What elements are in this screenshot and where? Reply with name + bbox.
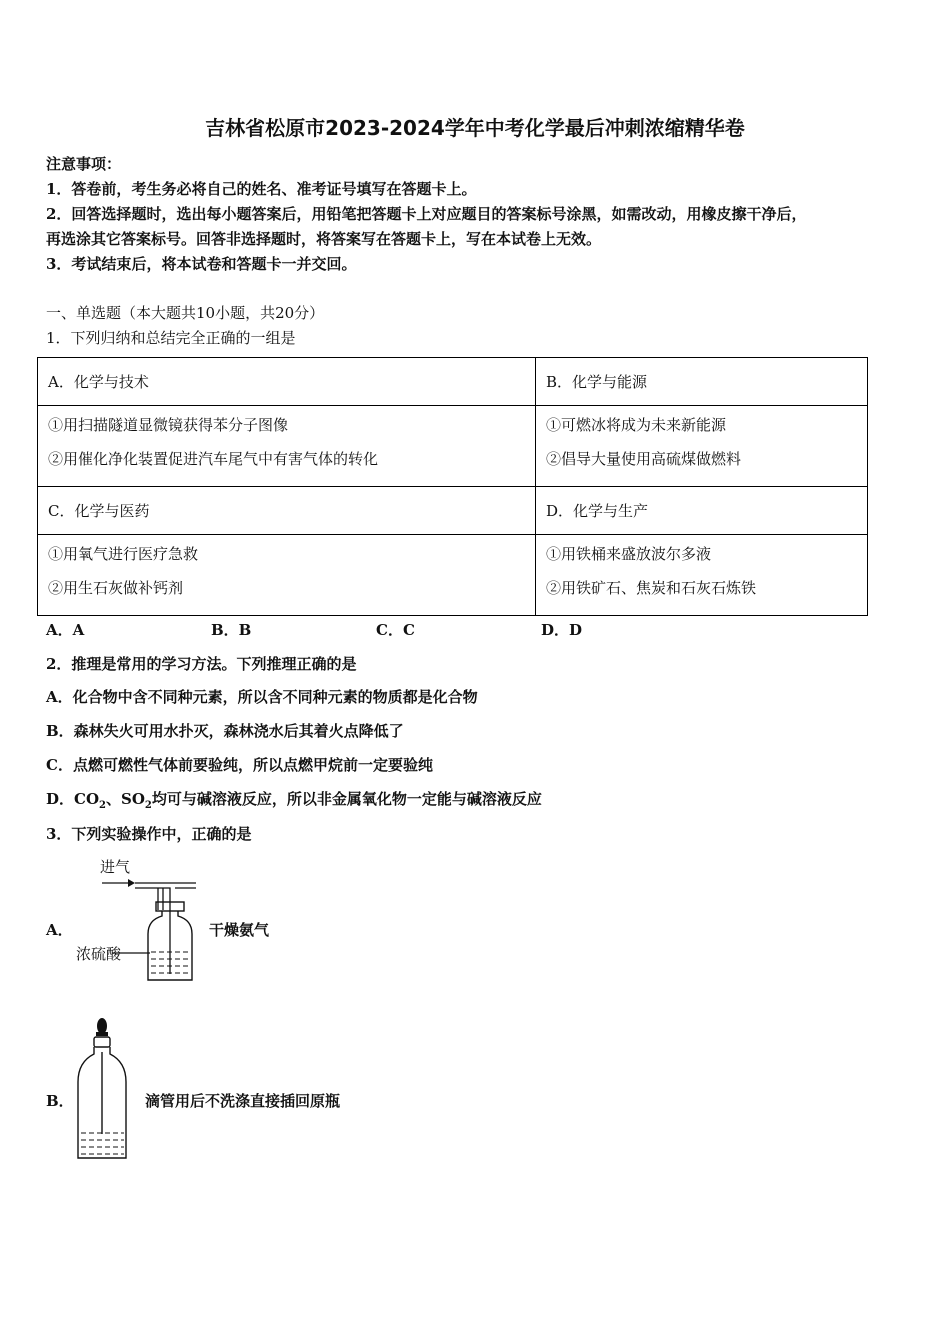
cell-b-line-1: ①可燃冰将成为未来新能源 xyxy=(546,416,727,434)
section-heading: 一、单选题（本大题共10小题，共20分） xyxy=(46,304,325,322)
question-3-stem: 3．下列实验操作中，正确的是 xyxy=(46,825,252,843)
cell-d-line-2: ②用铁矿石、焦炭和石灰石炼铁 xyxy=(546,579,757,597)
dropper-bottle-figure xyxy=(74,1016,130,1164)
q2-d-sub-1: 2 xyxy=(99,800,106,811)
cell-c-line-2: ②用生石灰做补钙剂 xyxy=(48,579,184,597)
q2-option-b: B．森林失火可用水扑灭，森林浇水后其着火点降低了 xyxy=(46,722,404,740)
note-item: 1．答卷前，考生务必将自己的姓名、准考证号填写在答题卡上。 xyxy=(46,180,477,198)
note-item: 3．考试结束后，将本试卷和答题卡一并交回。 xyxy=(46,255,357,273)
cell-b-line-2: ②倡导大量使用高硫煤做燃料 xyxy=(546,450,742,468)
cell-a-line-1: ①用扫描隧道显微镜获得苯分子图像 xyxy=(48,416,289,434)
acid-label: 浓硫酸 xyxy=(76,945,122,963)
q2-option-a: A．化合物中含不同种元素，所以含不同种元素的物质都是化合物 xyxy=(46,688,478,706)
question-1-stem: 1．下列归纳和总结完全正确的一组是 xyxy=(46,329,296,347)
question-1-table xyxy=(37,357,868,616)
gas-tubes xyxy=(135,883,196,974)
gas-washing-bottle-figure xyxy=(72,852,204,986)
q2-option-c: C．点燃可燃性气体前要验纯，所以点燃甲烷前一定要验纯 xyxy=(46,756,433,774)
q1-option-a: A．A xyxy=(46,621,85,639)
note-item: 2．回答选择题时，选出每小题答案后，用铅笔把答题卡上对应题目的答案标号涂黑，如需改动，用橡皮擦干净后， xyxy=(46,205,807,223)
q1-option-c: C．C xyxy=(376,621,415,639)
page-title: 吉林省松原市2023-2024学年中考化学最后冲刺浓缩精华卷 xyxy=(205,116,745,140)
cell-b-head: B．化学与能源 xyxy=(536,358,868,406)
inlet-arrow xyxy=(102,879,135,887)
cell-a-head: A．化学与技术 xyxy=(38,358,536,406)
q2-d-prefix: D．CO xyxy=(46,790,100,808)
q2-d-sep: 、SO xyxy=(105,790,145,808)
cell-d-body xyxy=(536,535,868,616)
q1-option-d: D．D xyxy=(541,621,583,639)
inlet-label: 进气 xyxy=(100,858,131,876)
dropper-bulb xyxy=(94,1018,110,1047)
cell-b-body xyxy=(536,406,868,487)
q3-option-b-caption: 滴管用后不洗涤直接插回原瓶 xyxy=(145,1092,341,1110)
q3-option-b-label: B． xyxy=(46,1092,74,1110)
q2-d-sub-2: 2 xyxy=(144,800,152,811)
cell-c-line-1: ①用氧气进行医疗急救 xyxy=(48,545,199,563)
q2-d-rest: 均可与碱溶液反应，所以非金属氧化物一定能与碱溶液反应 xyxy=(151,790,542,808)
q3-option-a-caption: 干燥氨气 xyxy=(209,921,270,939)
cell-c-body xyxy=(38,535,536,616)
q3-option-a-label: A． xyxy=(46,921,73,939)
dropper-liquid xyxy=(81,1133,124,1154)
question-2-stem: 2．推理是常用的学习方法。下列推理正确的是 xyxy=(46,655,357,673)
notes-heading: 注意事项： xyxy=(46,155,122,173)
q1-option-b: B．B xyxy=(211,621,252,639)
cell-a-line-2: ②用催化净化装置促进汽车尾气中有害气体的转化 xyxy=(48,450,379,468)
cell-d-line-1: ①用铁桶来盛放波尔多液 xyxy=(546,545,712,563)
cell-a-body xyxy=(38,406,536,487)
note-item: 再选涂其它答案标号。回答非选择题时，将答案写在答题卡上，写在本试卷上无效。 xyxy=(46,230,602,248)
q2-option-d xyxy=(46,788,542,811)
cell-c-head: C．化学与医药 xyxy=(38,487,536,535)
cell-d-head: D．化学与生产 xyxy=(536,487,868,535)
dropper-bottle xyxy=(78,1047,126,1158)
